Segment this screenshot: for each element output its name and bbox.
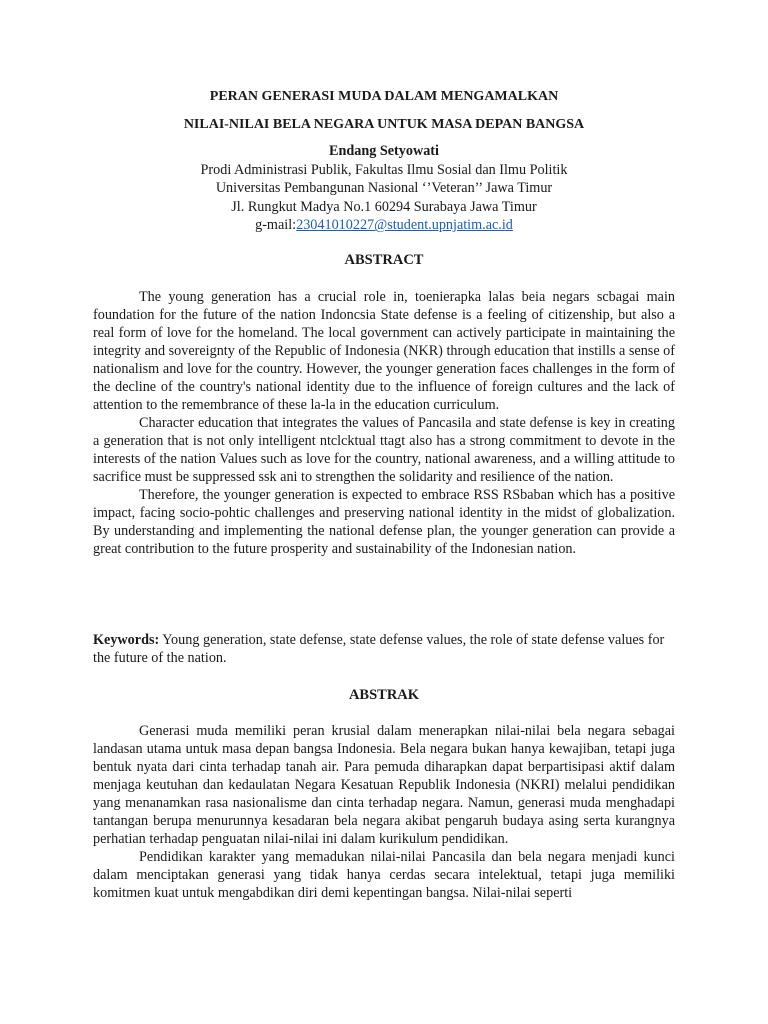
affiliation-line-3: Jl. Rungkut Madya No.1 60294 Surabaya Jawa Timur bbox=[231, 198, 537, 215]
abstract-paragraph-1: The young generation has a crucial role in, toenierapka lalas beia negars scbagai main foundation for the future of the nation Indoncsia State defense is a feeling of citizenship, but also a real form of love for the homeland. The local government can actively participate in maintaining the integrity and sovereignty of the Republic of Indonesia (NKR) through education that instills a sense of nationalism and love for the country. However, the younger generation faces challenges in the form of the decline of the country's national identity due to the influence of foreign cultures and the lack of attention to the remembrance of these la-la in the education curriculum. bbox=[93, 289, 675, 413]
email-link[interactable]: 23041010227@student.upnjatim.ac.id bbox=[296, 217, 513, 234]
author-name: Endang Setyowati bbox=[329, 143, 439, 159]
keywords-section bbox=[93, 631, 675, 667]
abstrak-section bbox=[93, 722, 675, 902]
abstrak-paragraph-2: Pendidikan karakter yang memadukan nilai-nilai Pancasila dan bela negara menjadi kunci dalam menciptakan generasi yang tidak hanya cerdas secara intelektual, tetapi juga memiliki komitmen kuat untuk mengabdikan diri demi kepentingan bangsa. Nilai-nilai seperti bbox=[93, 849, 675, 901]
email-line bbox=[93, 216, 675, 235]
affiliation-line-2: Universitas Pembangunan Nasional ‘’Veteran’’ Jawa Timur bbox=[215, 180, 553, 197]
abstrak-paragraph-1: Generasi muda memiliki peran krusial dalam menerapkan nilai-nilai bela negara sebagai landasan utama untuk masa depan bangsa Indonesia. Bela negara bukan hanya kewajiban, tetapi juga bentuk nyata dari cinta terhadap tanah air. Para pemuda diharapkan dapat berpartisipasi aktif dalam menjaga keutuhan dan kedaulatan Negara Kesatuan Republik Indonesia (NKRI) melalui pendidikan yang menanamkan rasa nasionalisme dan cinta terhadap negara. Namun, generasi muda menghadapi tantangan berupa menurunnya kesadaran bela negara akibat pengaruh budaya asing serta kurangnya perhatian terhadap penguatan nilai-nilai ini dalam kurikulum pendidikan. bbox=[93, 723, 675, 847]
affiliation-line-1: Prodi Administrasi Publik, Fakultas Ilmu Sosial dan Ilmu Politik bbox=[200, 161, 568, 178]
keywords-label: Keywords: bbox=[93, 632, 160, 648]
author-block bbox=[93, 142, 675, 235]
keywords-text: Young generation, state defense, state defense values, the role of state defense values for the future of the nation. bbox=[93, 632, 665, 666]
abstract-paragraph-3: Therefore, the younger generation is expected to embrace RSS RSbaban which has a positive impact, facing socio-pohtic challenges and preserving national identity in the midst of globalization. By understanding and implementing the national defense plan, the younger generation can provide a great contribution to the future prosperity and sustainability of the Indonesian nation. bbox=[93, 487, 675, 557]
abstrak-heading: ABSTRAK bbox=[348, 687, 420, 703]
keywords-paragraph bbox=[93, 631, 675, 667]
paper-title-line-1: PERAN GENERASI MUDA DALAM MENGAMALKAN bbox=[209, 89, 559, 104]
abstract-paragraph-2: Character education that integrates the values of Pancasila and state defense is key in creating a generation that is not only intelligent ntclcktual ttagt also has a strong commitment to devote in the interests of the nation Values such as love for the country, national awareness, and a willing attitude to sacrifice must be suppressed ssk ani to strengthen the solidarity and resilience of the nation. bbox=[93, 415, 675, 485]
abstract-heading: ABSTRACT bbox=[344, 252, 424, 268]
email-prefix: g-mail: bbox=[255, 217, 297, 234]
abstract-section bbox=[93, 288, 675, 558]
paper-title-line-2: NILAI-NILAI BELA NEGARA UNTUK MASA DEPAN BANGSA bbox=[183, 117, 585, 132]
